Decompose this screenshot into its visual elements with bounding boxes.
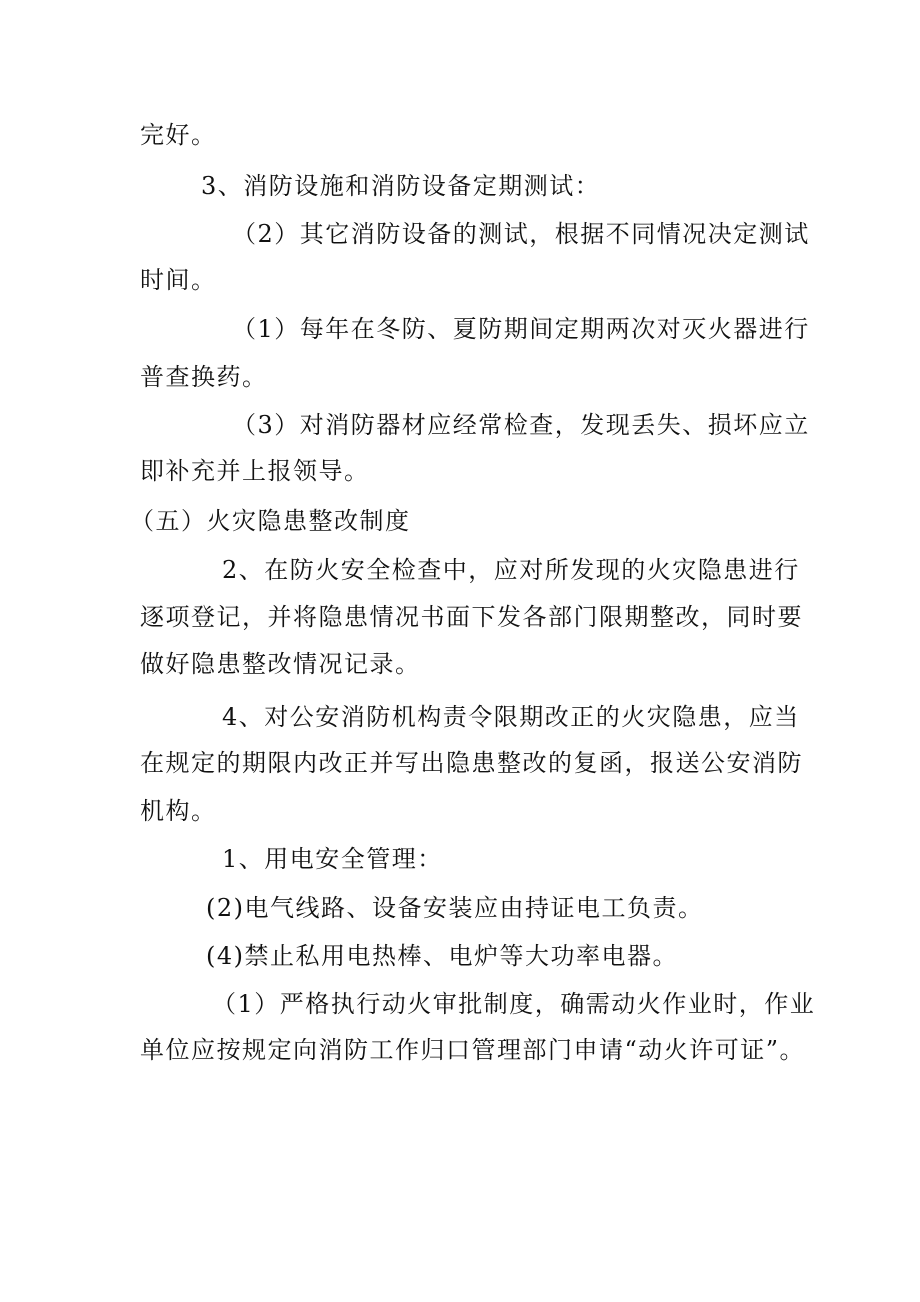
text-line: 4、对公安消防机构责令限期改正的火灾隐患，应当 bbox=[222, 703, 800, 731]
text-line: 单位应按规定向消防工作归口管理部门申请“动火许可证”。 bbox=[140, 1036, 806, 1064]
text-line: 逐项登记，并将隐患情况书面下发各部门限期整改，同时要 bbox=[140, 603, 803, 631]
section-heading: 3、消防设施和消防设备定期测试： bbox=[201, 172, 601, 200]
text-line: (2)电气线路、设备安装应由持证电工负责。 bbox=[206, 894, 704, 922]
text-line: 在规定的期限内改正并写出隐患整改的复函，报送公安消防 bbox=[140, 749, 803, 777]
text-line: （2）其它消防设备的测试，根据不同情况决定测试 bbox=[232, 220, 810, 248]
text-line: （3）对消防器材应经常检查，发现丢失、损坏应立 bbox=[232, 411, 810, 439]
text-line: 做好隐患整改情况记录。 bbox=[140, 650, 421, 678]
text-line: 时间。 bbox=[140, 266, 217, 294]
text-line: （1）严格执行动火审批制度，确需动火作业时，作业 bbox=[212, 990, 816, 1018]
text-line: 普查换药。 bbox=[140, 363, 268, 391]
section-heading: （五）火灾隐患整改制度 bbox=[130, 507, 411, 535]
text-line: 完好。 bbox=[140, 121, 217, 149]
text-line: 机构。 bbox=[140, 797, 217, 825]
text-line: 2、在防火安全检查中，应对所发现的火灾隐患进行 bbox=[222, 556, 800, 584]
text-line: （1）每年在冬防、夏防期间定期两次对灭火器进行 bbox=[232, 315, 810, 343]
section-heading: 1、用电安全管理： bbox=[222, 845, 443, 873]
text-line: (4)禁止私用电热棒、电炉等大功率电器。 bbox=[206, 942, 678, 970]
text-line: 即补充并上报领导。 bbox=[140, 457, 370, 485]
